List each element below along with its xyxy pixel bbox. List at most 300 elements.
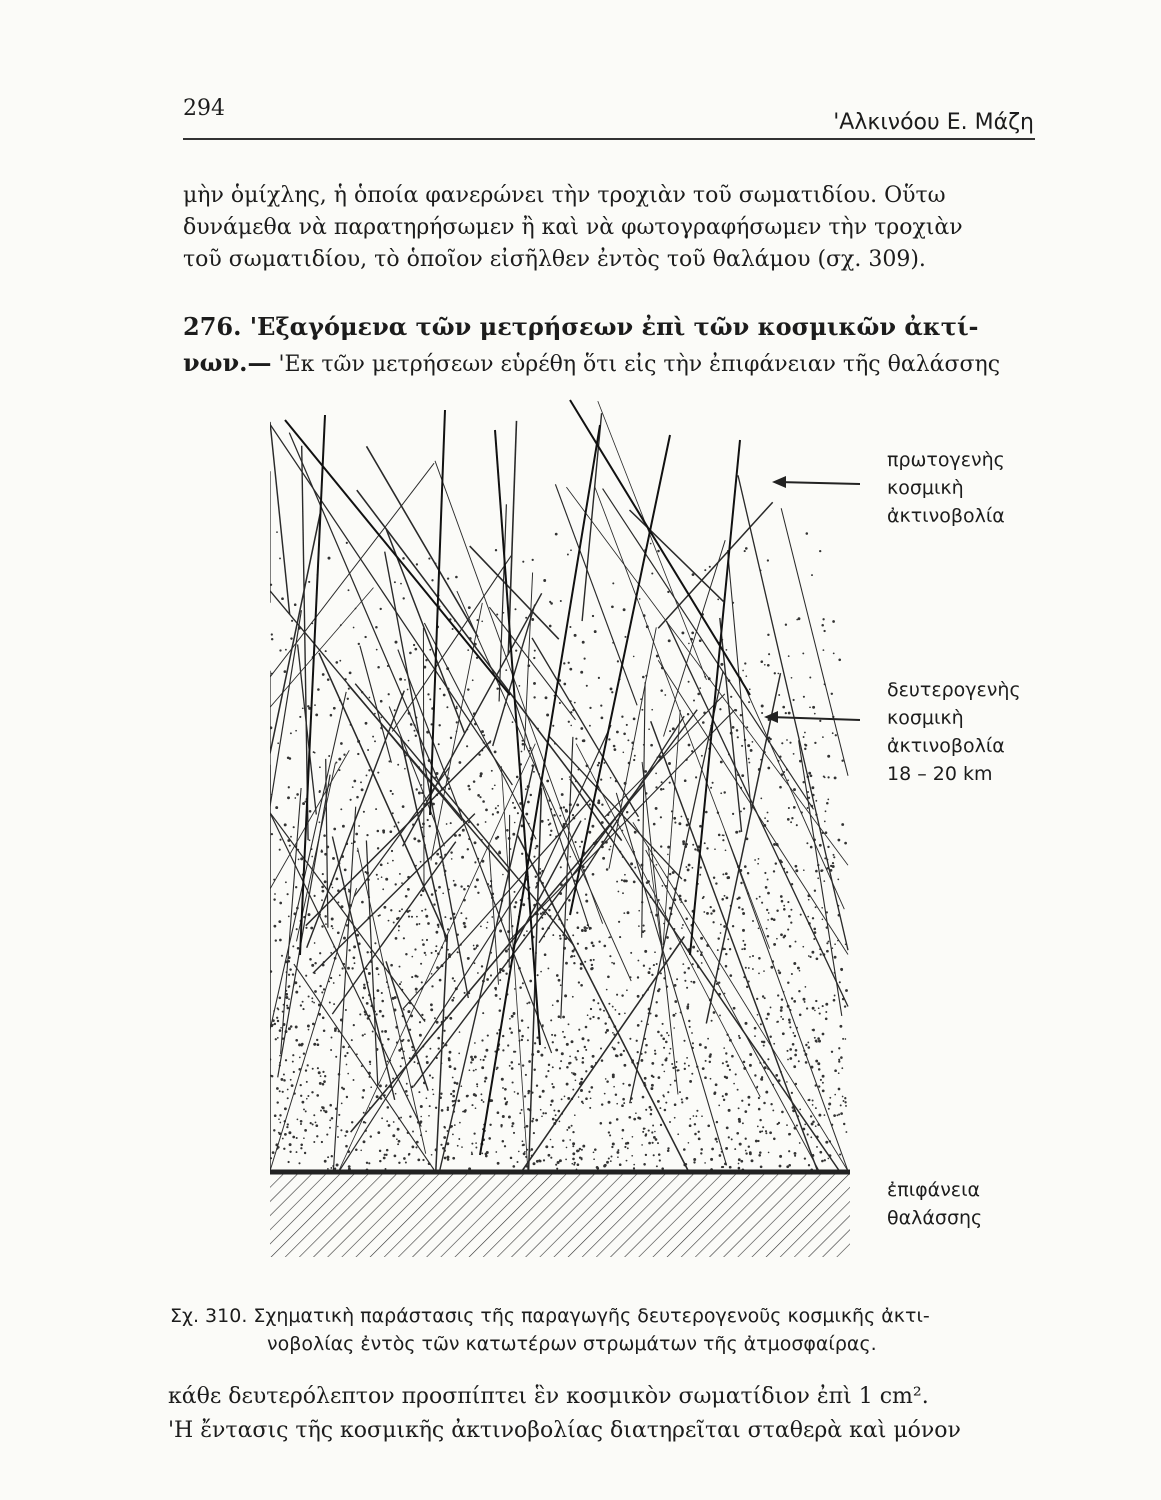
stipple-dot	[428, 1115, 430, 1117]
stipple-dot	[517, 1161, 519, 1163]
stipple-dot	[667, 591, 669, 593]
stipple-dot	[548, 1064, 550, 1066]
stipple-dot	[754, 1027, 757, 1030]
stipple-dot	[287, 1123, 289, 1125]
stipple-dot	[841, 760, 843, 762]
stipple-dot	[470, 1061, 472, 1063]
stipple-dot	[787, 901, 789, 903]
stipple-dot	[737, 1089, 739, 1091]
stipple-dot	[533, 657, 535, 659]
stipple-dot	[535, 875, 537, 877]
stipple-dot	[681, 1098, 683, 1100]
stipple-dot	[758, 927, 760, 929]
stipple-dot	[617, 1149, 619, 1151]
stipple-dot	[794, 1155, 796, 1157]
stipple-dot	[286, 1005, 288, 1007]
stipple-dot	[280, 1078, 283, 1081]
stipple-dot	[586, 685, 588, 687]
stipple-dot	[745, 1150, 747, 1152]
stipple-dot	[781, 1111, 784, 1114]
stipple-dot	[688, 643, 690, 645]
stipple-dot	[611, 1146, 613, 1148]
stipple-dot	[806, 842, 808, 844]
stipple-dot	[564, 1096, 566, 1098]
stipple-dot	[452, 977, 454, 979]
stipple-dot	[710, 1158, 713, 1161]
stipple-dot	[749, 1151, 752, 1154]
stipple-dot	[300, 1095, 302, 1097]
stipple-dot	[315, 1121, 317, 1123]
stipple-dot	[399, 910, 401, 912]
stipple-dot	[498, 851, 501, 854]
stipple-dot	[797, 967, 800, 970]
stipple-dot	[512, 1165, 515, 1168]
stipple-dot	[330, 1049, 332, 1051]
stipple-dot	[303, 1137, 305, 1139]
stipple-dot	[538, 1159, 540, 1161]
label-line: θαλάσσης	[887, 1207, 983, 1229]
stipple-dot	[477, 892, 479, 894]
stipple-dot	[415, 735, 417, 737]
stipple-dot	[416, 923, 418, 925]
stipple-dot	[738, 1107, 740, 1109]
stipple-dot	[326, 1134, 328, 1136]
stipple-dot	[710, 1078, 712, 1080]
stipple-dot	[333, 982, 335, 984]
stipple-dot	[363, 1112, 365, 1114]
stipple-dot	[648, 1130, 650, 1132]
stipple-dot	[722, 873, 724, 875]
stipple-dot	[475, 1147, 477, 1149]
stipple-dot	[323, 1080, 326, 1083]
stipple-dot	[293, 826, 295, 828]
stipple-dot	[355, 1148, 358, 1151]
stipple-dot	[362, 1096, 364, 1098]
stipple-dot	[362, 997, 364, 999]
stipple-dot	[438, 743, 440, 745]
stipple-dot	[623, 752, 625, 754]
stipple-dot	[660, 845, 662, 847]
stipple-dot	[402, 805, 405, 808]
stipple-dot	[303, 1053, 305, 1055]
stipple-dot	[537, 1050, 540, 1053]
stipple-dot	[290, 836, 292, 838]
stipple-dot	[340, 1129, 342, 1131]
stipple-dot	[744, 865, 747, 868]
stipple-dot	[321, 925, 323, 927]
stipple-dot	[628, 1084, 631, 1087]
stipple-dot	[408, 1154, 410, 1156]
stipple-dot	[392, 860, 394, 862]
stipple-dot	[279, 1055, 281, 1057]
stipple-dot	[299, 716, 301, 718]
stipple-dot	[452, 628, 454, 630]
stipple-dot	[782, 706, 785, 709]
stipple-dot	[588, 831, 591, 834]
stipple-dot	[563, 1036, 565, 1038]
stipple-dot	[456, 721, 458, 723]
stipple-dot	[805, 744, 807, 746]
stipple-dot	[481, 620, 483, 622]
stipple-dot	[350, 799, 352, 801]
primary-track	[480, 425, 600, 1155]
stipple-dot	[636, 1040, 638, 1042]
stipple-dot	[822, 869, 824, 871]
stipple-dot	[655, 786, 657, 788]
stipple-dot	[363, 1140, 366, 1143]
stipple-dot	[767, 1058, 769, 1060]
stipple-dot	[540, 971, 542, 973]
stipple-dot	[580, 967, 583, 970]
stipple-dot	[446, 706, 448, 708]
stipple-dot	[472, 679, 474, 681]
stipple-dot	[381, 1030, 383, 1032]
stipple-dot	[322, 673, 325, 676]
stipple-dot	[706, 847, 708, 849]
stipple-dot	[608, 848, 610, 850]
stipple-dot	[353, 1024, 355, 1026]
stipple-dot	[758, 1108, 761, 1111]
stipple-dot	[704, 1162, 706, 1164]
stipple-dot	[738, 1118, 741, 1121]
stipple-dot	[754, 859, 756, 861]
stipple-dot	[540, 913, 542, 915]
stipple-dot	[767, 767, 770, 770]
stipple-dot	[768, 653, 770, 655]
stipple-dot	[559, 937, 561, 939]
stipple-dot	[728, 1109, 731, 1112]
stipple-dot	[569, 1139, 571, 1141]
stipple-dot	[572, 814, 574, 816]
stipple-dot	[617, 1042, 619, 1044]
stipple-dot	[381, 876, 383, 878]
stipple-dot	[796, 1124, 798, 1126]
stipple-dot	[764, 664, 766, 666]
stipple-dot	[621, 1138, 623, 1140]
stipple-dot	[438, 886, 441, 889]
stipple-dot	[279, 649, 281, 651]
stipple-dot	[693, 1115, 695, 1117]
stipple-dot	[811, 574, 813, 576]
stipple-dot	[833, 854, 835, 856]
stipple-dot	[388, 760, 390, 762]
stipple-dot	[291, 620, 293, 622]
stipple-dot	[550, 1157, 552, 1159]
stipple-dot	[780, 895, 783, 898]
stipple-dot	[674, 1080, 676, 1082]
stipple-dot	[331, 1155, 333, 1157]
stipple-dot	[695, 776, 697, 778]
stipple-dot	[700, 937, 703, 940]
stipple-dot	[577, 926, 580, 929]
stipple-dot	[294, 603, 297, 606]
stipple-dot	[720, 663, 723, 666]
stipple-dot	[292, 1054, 294, 1056]
stipple-dot	[696, 1115, 698, 1117]
stipple-dot	[806, 1007, 808, 1009]
stipple-dot	[550, 602, 553, 605]
stipple-dot	[594, 1148, 597, 1151]
stipple-dot	[392, 1078, 394, 1080]
stipple-dot	[323, 1029, 326, 1032]
stipple-dot	[285, 996, 288, 999]
stipple-dot	[603, 1165, 606, 1168]
stipple-dot	[474, 841, 477, 844]
particle-track	[738, 475, 848, 950]
stipple-dot	[724, 895, 726, 897]
stipple-dot	[638, 925, 640, 927]
caption-line: νοβολίας ἐντὸς τῶν κατωτέρων στρωμάτων τῆς ἀτμοσφαίρας.	[267, 1333, 877, 1355]
stipple-dot	[637, 960, 639, 962]
stipple-dot	[689, 1118, 691, 1120]
stipple-dot	[481, 1099, 483, 1101]
stipple-dot	[524, 1095, 526, 1097]
stipple-dot	[656, 963, 658, 965]
stipple-dot	[816, 957, 819, 960]
stipple-dot	[791, 997, 793, 999]
stipple-dot	[344, 869, 347, 872]
stipple-dot	[572, 1152, 575, 1155]
stipple-dot	[515, 901, 518, 904]
stipple-dot	[316, 1094, 319, 1097]
stipple-dot	[314, 990, 317, 993]
stipple-dot	[482, 800, 485, 803]
stipple-dot	[481, 1066, 484, 1069]
stipple-dot	[699, 874, 701, 876]
stipple-dot	[295, 1026, 298, 1029]
stipple-dot	[353, 627, 355, 629]
particle-track	[630, 510, 724, 601]
stipple-dot	[275, 1038, 277, 1040]
stipple-dot	[521, 1035, 524, 1038]
stipple-dot	[577, 1163, 580, 1166]
stipple-dot	[421, 1014, 423, 1016]
stipple-dot	[699, 1043, 702, 1046]
stipple-dot	[514, 1091, 516, 1093]
stipple-dot	[579, 846, 581, 848]
stipple-dot	[290, 1079, 292, 1081]
stipple-dot	[605, 1031, 607, 1033]
stipple-dot	[704, 1046, 707, 1049]
stipple-dot	[793, 1000, 796, 1003]
stipple-dot	[804, 1157, 806, 1159]
stipple-dot	[558, 979, 561, 982]
stipple-dot	[447, 1158, 450, 1161]
stipple-dot	[805, 986, 807, 988]
stipple-dot	[307, 1064, 309, 1066]
stipple-dot	[451, 999, 454, 1002]
stipple-dot	[319, 790, 321, 792]
stipple-dot	[366, 951, 368, 953]
stipple-dot	[421, 981, 423, 983]
stipple-dot	[658, 1076, 661, 1079]
stipple-dot	[322, 1071, 324, 1073]
stipple-dot	[361, 788, 364, 791]
stipple-dot	[496, 1068, 498, 1070]
stipple-dot	[626, 1160, 628, 1162]
stipple-dot	[666, 936, 669, 939]
stipple-dot	[559, 935, 561, 937]
stipple-dot	[552, 1066, 554, 1068]
stipple-dot	[387, 1038, 389, 1040]
stipple-dot	[735, 831, 738, 834]
stipple-dot	[526, 930, 528, 932]
stipple-dot	[591, 825, 594, 828]
stipple-dot	[289, 845, 291, 847]
stipple-dot	[616, 1055, 619, 1058]
stipple-dot	[495, 1151, 497, 1153]
stipple-dot	[480, 925, 482, 927]
stipple-dot	[692, 946, 695, 949]
stipple-dot	[483, 1101, 485, 1103]
stipple-dot	[286, 1126, 288, 1128]
stipple-dot	[725, 1061, 727, 1063]
stipple-dot	[527, 1027, 529, 1029]
stipple-dot	[725, 1147, 728, 1150]
stipple-dot	[513, 1012, 516, 1015]
stipple-dot	[299, 1057, 301, 1059]
stipple-dot	[393, 922, 395, 924]
stipple-dot	[602, 857, 605, 860]
stipple-dot	[655, 773, 657, 775]
stipple-dot	[337, 1126, 339, 1128]
stipple-dot	[533, 856, 535, 858]
stipple-dot	[808, 899, 810, 901]
stipple-dot	[786, 1124, 788, 1126]
stipple-dot	[641, 709, 643, 711]
stipple-dot	[330, 714, 333, 717]
stipple-dot	[600, 705, 602, 707]
stipple-dot	[519, 685, 521, 687]
stipple-dot	[301, 1101, 304, 1104]
stipple-dot	[831, 693, 833, 695]
stipple-dot	[812, 917, 814, 919]
stipple-dot	[458, 1053, 460, 1055]
stipple-dot	[454, 1082, 457, 1085]
stipple-dot	[568, 899, 571, 902]
stipple-dot	[777, 673, 779, 675]
stipple-dot	[734, 1148, 736, 1150]
stipple-dot	[665, 1102, 667, 1104]
stipple-dot	[662, 885, 664, 887]
stipple-dot	[787, 1059, 789, 1061]
particle-track	[270, 463, 434, 677]
stipple-dot	[819, 844, 822, 847]
stipple-dot	[828, 1108, 830, 1110]
stipple-dot	[321, 890, 324, 893]
stipple-dot	[430, 1008, 433, 1011]
stipple-dot	[460, 1085, 462, 1087]
stipple-dot	[815, 1125, 817, 1127]
stipple-dot	[425, 915, 428, 918]
stipple-dot	[555, 1114, 557, 1116]
stipple-dot	[546, 714, 549, 717]
stipple-dot	[529, 980, 532, 983]
stipple-dot	[701, 962, 703, 964]
stipple-dot	[502, 1049, 504, 1051]
stipple-dot	[694, 848, 696, 850]
stipple-dot	[776, 938, 778, 940]
stipple-dot	[626, 811, 628, 813]
stipple-dot	[487, 921, 489, 923]
stipple-dot	[790, 821, 792, 823]
stipple-dot	[527, 1090, 530, 1093]
stipple-dot	[379, 1010, 382, 1013]
stipple-dot	[403, 1039, 405, 1041]
stipple-dot	[559, 815, 561, 817]
stipple-dot	[581, 1149, 583, 1151]
stipple-dot	[275, 806, 278, 809]
stipple-dot	[370, 1135, 372, 1137]
stipple-dot	[484, 1077, 487, 1080]
stipple-dot	[627, 1147, 629, 1149]
stipple-dot	[613, 1086, 615, 1088]
stipple-dot	[463, 888, 466, 891]
stipple-dot	[786, 739, 788, 741]
stipple-dot	[521, 1109, 523, 1111]
stipple-dot	[410, 723, 413, 726]
stipple-dot	[403, 937, 405, 939]
stipple-dot	[688, 1142, 690, 1144]
stipple-dot	[742, 912, 745, 915]
stipple-dot	[834, 956, 837, 959]
stipple-dot	[832, 620, 835, 623]
stipple-dot	[803, 736, 805, 738]
stipple-dot	[311, 856, 313, 858]
stipple-dot	[549, 822, 551, 824]
stipple-dot	[659, 1159, 661, 1161]
stipple-dot	[788, 915, 791, 918]
stipple-dot	[606, 1080, 609, 1083]
stipple-dot	[696, 1110, 698, 1112]
stipple-dot	[611, 691, 613, 693]
stipple-dot	[655, 807, 658, 810]
stipple-dot	[482, 1059, 484, 1061]
stipple-dot	[731, 1055, 734, 1058]
stipple-dot	[789, 1048, 792, 1051]
stipple-dot	[289, 1143, 292, 1146]
stipple-dot	[692, 844, 694, 846]
stipple-dot	[823, 880, 825, 882]
stipple-dot	[324, 915, 326, 917]
stipple-dot	[584, 961, 586, 963]
stipple-dot	[653, 1154, 655, 1156]
stipple-dot	[672, 727, 675, 730]
particle-track	[431, 603, 482, 861]
stipple-dot	[457, 1099, 460, 1102]
stipple-dot	[838, 1047, 840, 1049]
stipple-dot	[616, 1103, 618, 1105]
stipple-dot	[462, 829, 465, 832]
stipple-dot	[308, 913, 311, 916]
stipple-dot	[732, 726, 735, 729]
stipple-dot	[439, 979, 442, 982]
stipple-dot	[611, 962, 613, 964]
stipple-dot	[292, 945, 294, 947]
stipple-dot	[394, 709, 396, 711]
stipple-dot	[825, 1141, 828, 1144]
stipple-dot	[572, 996, 574, 998]
stipple-dot	[310, 927, 313, 930]
stipple-dot	[669, 947, 671, 949]
stipple-dot	[381, 1000, 384, 1003]
stipple-dot	[308, 995, 310, 997]
stipple-dot	[701, 755, 703, 757]
stipple-dot	[495, 994, 498, 997]
stipple-dot	[624, 1012, 626, 1014]
stipple-dot	[788, 1021, 791, 1024]
cosmic-ray-figure	[270, 395, 860, 1275]
